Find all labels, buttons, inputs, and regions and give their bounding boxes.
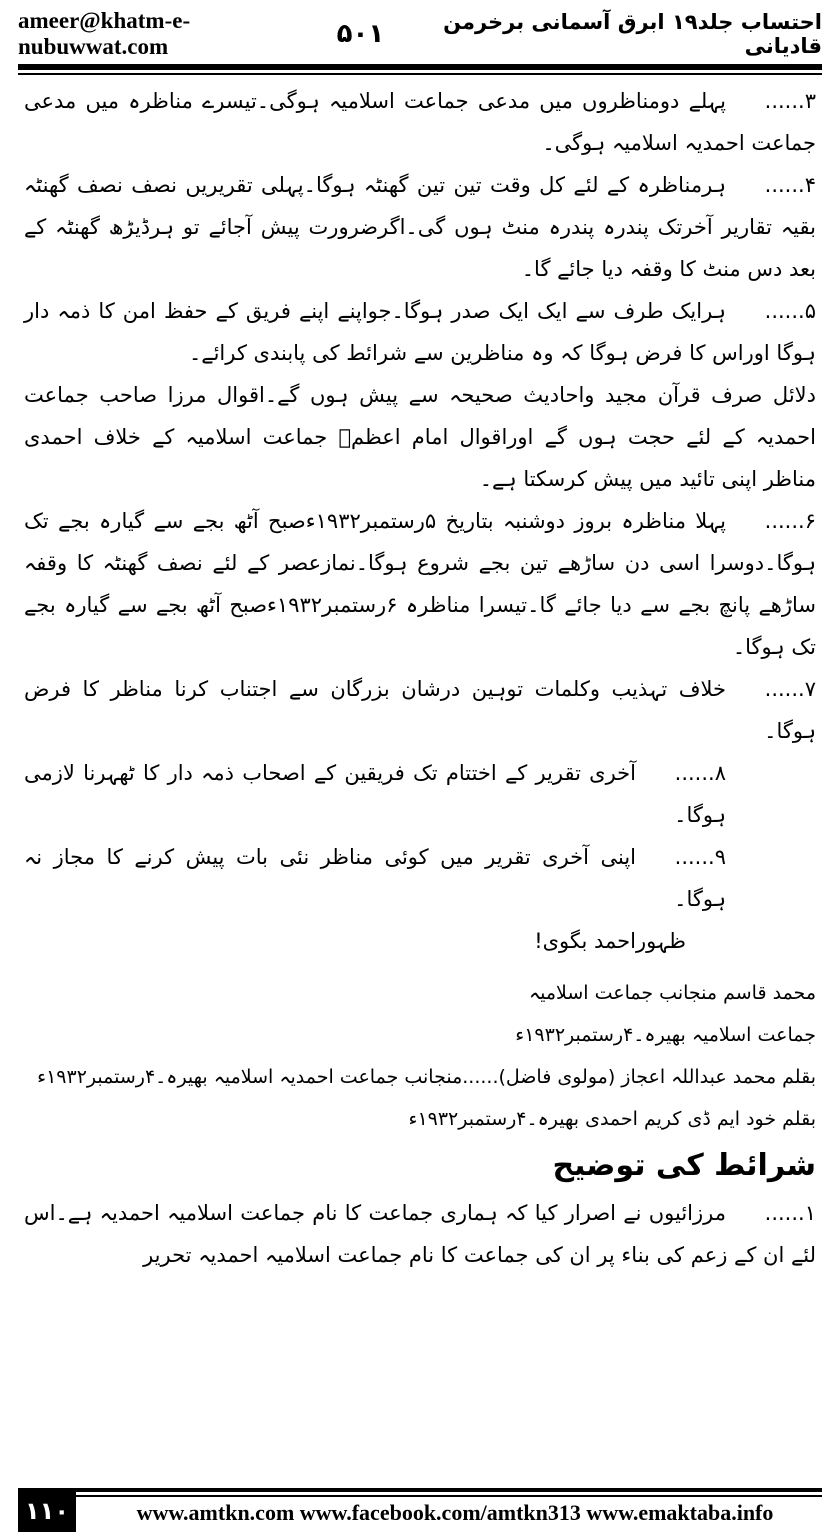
page-header [18,6,822,62]
paragraph-number: ۱...... [764,1201,816,1225]
paragraph-number: ۶...... [764,509,816,533]
header-page-number: ۵۰۱ [336,19,385,49]
paragraph-number: ۵...... [764,299,816,323]
paragraph-5 [24,290,816,374]
header-rule-thick [18,64,822,70]
page-body [24,80,816,1276]
signature-ijaz: بقلم محمد عبداللہ اعجاز (مولوی فاضل)......منجانب جماعت احمدیہ اسلامیہ بھیرہ۔۴رستمبر۱۹۳۲ء [37,1066,816,1088]
paragraph-8 [24,752,816,836]
paragraph-text: خلاف تہذیب وکلمات توہین درشان بزرگان سے اجتناب کرنا مناظر کا فرض ہوگا۔ [24,677,816,743]
section-heading: شرائط کی توضیح [552,1148,816,1183]
paragraph-number: ۳...... [764,89,816,113]
paragraph-text: آخری تقریر کے اختتام تک فریقین کے اصحاب ذمہ دار کا ٹھہرنا لازمی ہوگا۔ [24,761,726,827]
signature-jamaat: جماعت اسلامیہ بھیرہ۔۴رستمبر۱۹۳۲ء [515,1024,816,1046]
paragraph-text: ہرایک طرف سے ایک ایک صدر ہوگا۔جواپنے اپنے فریق کے حفظ امن کا ذمہ دار ہوگا اوراس کا فرض ہوگا کہ وہ مناظرین سے شرائط کی پابندی کرائے۔ [24,299,816,365]
footer-page-number: ۱۱۰ [18,1490,76,1532]
header-email: ameer@khatm-e-nubuwwat.com [18,8,191,59]
paragraph-3 [24,80,816,164]
signature-qasim: محمد قاسم منجانب جماعت اسلامیہ [529,982,816,1004]
paragraph-7 [24,668,816,752]
paragraph-6 [24,500,816,668]
signature-zahoor: ظہوراحمد بگوی! [534,929,686,953]
header-rule-thin [18,73,822,75]
paragraph-1 [24,1192,816,1276]
paragraph-4 [24,164,816,290]
paragraph-text: دلائل صرف قرآن مجید واحادیث صحیحہ سے پیش ہوں گے۔اقوال مرزا صاحب جماعت احمدیہ کے لئے حجت ہوں گے اوراقوال امام اعظمؒ جماعت اسلامیہ کے خلاف احمدی مناظر اپنی تائید میں پیش کرسکتا ہے۔ [24,383,816,491]
header-left [18,8,384,60]
paragraph-number: ۹...... [674,845,726,869]
footer-rule-thick [18,1488,822,1492]
paragraph-text: اپنی آخری تقریر میں کوئی مناظر نئی بات پیش کرنے کا مجاز نہ ہوگا۔ [24,845,726,911]
paragraph-number: ۸...... [674,761,726,785]
page-footer [18,1488,822,1532]
paragraph-number: ۴...... [764,173,816,197]
paragraph-text: پہلے دومناظروں میں مدعی جماعت اسلامیہ ہوگی۔تیسرے مناظرہ میں مدعی جماعت احمدیہ اسلامیہ ہوگی۔ [24,89,816,155]
paragraph-9 [24,836,816,920]
paragraph-text: ہرمناظرہ کے لئے کل وقت تین تین گھنٹہ ہوگا۔پہلی تقریریں نصف نصف گھنٹہ بقیہ تقاریر آخرتک پندرہ پندرہ منٹ ہوں گی۔اگرضرورت پیش آجائے تو ہرڈیڑھ گھنٹہ کے بعد دس منٹ کا وقفہ دیا جائے گا۔ [24,173,816,281]
paragraph-number: ۷...... [764,677,816,701]
paragraph-text: مرزائیوں نے اصرار کیا کہ ہماری جماعت کا نام جماعت اسلامیہ احمدیہ ہے۔اس لئے ان کے زعم کی بناء پر ان کی جماعت کا نام جماعت اسلامیہ احمدیہ تحریر [24,1201,816,1267]
header-title: احتساب جلد۱۹ ابرق آسمانی برخرمن قادیانی [443,10,822,58]
signature-block [24,972,816,1140]
footer-links: www.amtkn.com www.facebook.com/amtkn313 www.emaktaba.info [136,1500,774,1525]
footer-rule-thin [18,1495,822,1497]
paragraph-evidence [24,374,816,500]
signature-karim: بقلم خود ایم ڈی کریم احمدی بھیرہ۔۴رستمبر۱۹۳۲ء [408,1108,816,1130]
paragraph-text: پہلا مناظرہ بروز دوشنبہ بتاریخ ۵رستمبر۱۹۳۲ءصبح آٹھ بجے سے گیارہ بجے تک ہوگا۔دوسرا اسی دن ساڑھے تین بجے شروع ہوگا۔نمازعصر کے لئے نصف گھنٹہ کا وقفہ ساڑھے پانچ بجے سے دیا جائے گا۔تیسرا مناظرہ ۶رستمبر۱۹۳۲ءصبح آٹھ بجے سے گیارہ بجے تک ہوگا۔ [24,509,816,659]
